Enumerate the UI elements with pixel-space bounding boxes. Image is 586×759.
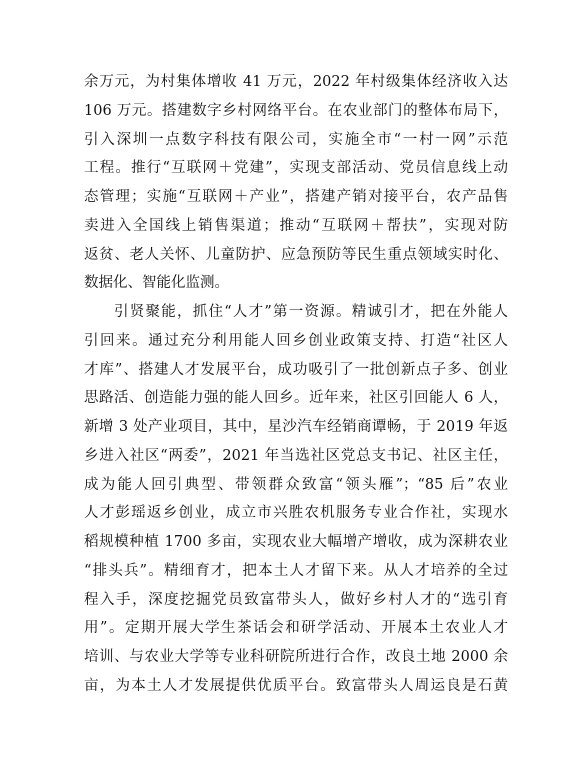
text-line: 返贫、老人关怀、儿童防护、应急预防等民生重点领域实时化、 [84,246,508,263]
text-line: 成为能人回引典型、带领群众致富“领头雁”；“85 后”农业 [84,476,508,493]
text-line: 余万元，为村集体增收 41 万元，2022 年村级集体经济收入达 [84,74,508,90]
text-line: 106 万元。搭建数字乡村网络平台。在农业部门的整体布局下， [84,102,508,119]
body-text [84,68,508,701]
text-line: 亩，为本土人才发展提供优质平台。致富带头人周运良是石黄 [84,677,508,694]
paragraph-end-line: 数据化、智能化监测。 [84,275,229,292]
text-line: 才库”、搭建人才发展平台，成功吸引了一批创新点子多、创业 [84,361,508,378]
text-line: 引入深圳一点数字科技有限公司，实施全市“一村一网”示范 [84,131,508,148]
text-line: 稻规模种植 1700 多亩，实现农业大幅增产增收，成为深耕农业 [84,534,508,550]
text-line: 程入手，深度挖掘党员致富带头人，做好乡村人才的“选引育 [84,591,508,608]
text-line: 人才彭瑶返乡创业，成立市兴胜农机服务专业合作社，实现水 [84,505,508,522]
text-line: “排头兵”。精细育才，把本土人才留下来。从人才培养的全过 [84,562,508,579]
paragraph-start-line: 引贤聚能，抓住“人才”第一资源。精诚引才，把在外能人 [114,304,508,320]
text-line: 卖进入全国线上销售渠道；推动“互联网＋帮扶”，实现对防 [84,217,508,234]
text-line: 乡进入社区“两委”，2021 年当选社区党总支书记、社区主任， [84,447,508,464]
text-line: 新增 3 处产业项目，其中，星沙汽车经销商谭畅，于 2019 年返 [84,419,508,435]
text-line: 工程。推行“互联网＋党建”，实现支部活动、党员信息线上动 [84,160,508,177]
text-line: 用”。定期开展大学生茶话会和研学活动、开展本土农业人才 [84,620,508,637]
text-line: 引回来。通过充分利用能人回乡创业政策支持、打造“社区人 [84,332,508,349]
text-line: 思路活、创造能力强的能人回乡。近年来，社区引回能人 6 人， [84,390,508,407]
text-line: 培训、与农业大学等专业科研院所进行合作，改良土地 2000 余 [84,649,508,665]
text-line: 态管理；实施“互联网＋产业”，搭建产销对接平台，农产品售 [84,189,508,205]
